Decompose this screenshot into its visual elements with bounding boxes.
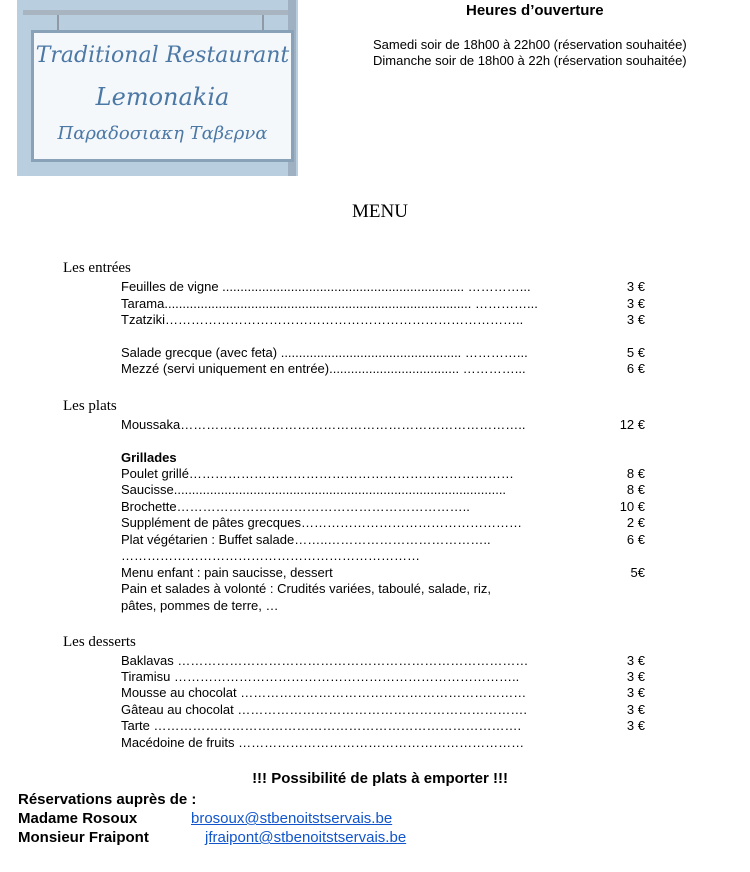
menu-item-price: 6 € (626, 361, 645, 376)
menu-item: Supplément de pâtes grecques…………………………………………… (121, 515, 522, 530)
contact-name: Monsieur Fraipont (18, 829, 149, 846)
menu-item: Gâteau au chocolat …………………………………………………………. (121, 702, 527, 717)
menu-note: pâtes, pommes de terre, … (121, 598, 279, 613)
menu-item: Mezzé (servi uniquement en entrée).................................... …………... (121, 361, 526, 376)
grillades-title: Grillades (121, 450, 177, 465)
hours-line: Samedi soir de 18h00 à 22h00 (réservation souhaitée) (373, 37, 687, 52)
menu-item: Mousse au chocolat ………………………………………………………… (121, 685, 527, 700)
contact-email-link[interactable]: jfraipont@stbenoitstservais.be (205, 829, 407, 846)
menu-item-price: 5 € (626, 345, 645, 360)
menu-item-price: 10 € (619, 499, 645, 514)
sign-line-3: Παραδοσιακη Ταβερνα (57, 123, 268, 144)
menu-item: Salade grecque (avec feta) .................................................. …………... (121, 345, 528, 360)
reservations-title: Réservations auprès de : (18, 791, 197, 808)
section-title-entrees: Les entrées (63, 260, 131, 276)
menu-item: Tarte …………………………………………………………………………. (121, 718, 522, 733)
restaurant-sign-image (17, 0, 298, 176)
menu-item: Poulet grillé………………………………………………………………… (121, 466, 514, 481)
section-title-plats: Les plats (63, 398, 117, 414)
hours-line: Dimanche soir de 18h00 à 22h (réservation souhaitée) (373, 53, 687, 68)
menu-item-price: 3 € (626, 669, 645, 684)
menu-item: Brochette………………………………………………………….. (121, 499, 470, 514)
menu-item: Saucisse............................................................................................ (121, 482, 507, 497)
menu-item-price: 5€ (630, 565, 645, 580)
menu-item-price: 8 € (626, 466, 645, 481)
takeaway-notice: !!! Possibilité de plats à emporter !!! (252, 770, 508, 787)
sign-board (31, 30, 294, 162)
menu-item: Macédoine de fruits ………………………………………………………… (121, 735, 525, 750)
menu-item-price: 3 € (626, 702, 645, 717)
menu-item-price: 3 € (626, 296, 645, 311)
menu-note: Pain et salades à volonté : Crudités variées, taboulé, salade, riz, (121, 581, 491, 596)
dots-line: …………………………………………………………… (121, 548, 420, 563)
menu-item-price: 3 € (626, 685, 645, 700)
menu-item-price: 3 € (626, 312, 645, 327)
menu-item: Tzatziki……………………………………………………………………….. (121, 312, 524, 327)
menu-item-price: 6 € (626, 532, 645, 547)
menu-item: Tarama..................................................................................... …………... (121, 296, 538, 311)
menu-item: Feuilles de vigne ................................................................... …………... (121, 279, 531, 294)
menu-item: Tiramisu …………………………………………………………………….. (121, 669, 520, 684)
menu-item-price: 3 € (626, 653, 645, 668)
contact-name: Madame Rosoux (18, 810, 138, 827)
section-title-desserts: Les desserts (63, 634, 136, 650)
menu-item: Baklavas ……………………………………………………………………… (121, 653, 529, 668)
menu-title: MENU (352, 201, 408, 222)
sign-rod (23, 10, 293, 15)
menu-item-price: 3 € (626, 279, 645, 294)
menu-item: Moussaka…………………………………………………………………….. (121, 417, 526, 432)
menu-item: Plat végétarien : Buffet salade……..……………………………….. (121, 532, 491, 547)
menu-item-price: 12 € (619, 417, 645, 432)
menu-item-price: 8 € (626, 482, 645, 497)
sign-line-2: Lemonakia (95, 83, 230, 111)
sign-line-1: Traditional Restaurant (35, 43, 290, 68)
menu-item: Menu enfant : pain saucisse, dessert (121, 565, 333, 580)
hours-title: Heures d’ouverture (466, 2, 604, 19)
menu-item-price: 2 € (626, 515, 645, 530)
contact-email-link[interactable]: brosoux@stbenoitstservais.be (191, 810, 393, 827)
menu-item-price: 3 € (626, 718, 645, 733)
